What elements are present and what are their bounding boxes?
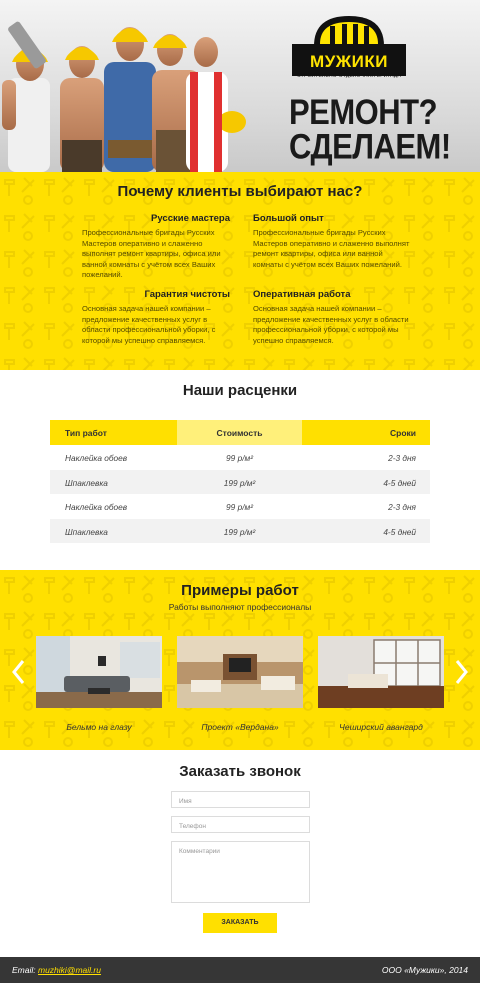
work-photo: [177, 636, 303, 708]
work-photo: [36, 636, 162, 708]
comment-field[interactable]: Комментарии: [171, 841, 310, 903]
prices-title: Наши расценки: [182, 382, 298, 399]
works-title: Примеры работ: [181, 582, 299, 599]
feature-text: Основная задача нашей компании – предложение качественных услуг в области профессиональной уборки, с которой мы успешно справляемся.: [82, 304, 216, 345]
why-us-title: Почему клиенты выбирают нас?: [117, 183, 363, 200]
feature-fast-work: [253, 289, 413, 346]
header-cost: Стоимость: [216, 428, 263, 438]
work-photo: [318, 636, 444, 708]
hero-banner: [0, 0, 480, 172]
footer-copyright: ООО «Мужики», 2014: [381, 965, 468, 975]
chevron-left-icon[interactable]: [10, 658, 26, 686]
work-card-2[interactable]: [177, 636, 303, 732]
email-label: Email:: [12, 965, 36, 975]
chevron-right-icon[interactable]: [454, 658, 470, 686]
table-row: Наклейка обоев 99 р/м² 2-3 дня: [65, 453, 416, 463]
header-duration: Сроки: [389, 428, 416, 438]
hero-slogan: [289, 91, 479, 167]
feature-text: Основная задача нашей компании – предложение качественных услуг в области профессиональной уборки, с которой мы успешно справляемся.: [253, 304, 409, 345]
feature-text: Профессиональные бригады Русских Мастеров оперативно и слаженно выполнят ремонт квартиры, офиса или ванной комнаты с учётом всех Ваших пожеланий.: [253, 228, 410, 269]
workers-photo: [0, 0, 250, 172]
table-row: Наклейка обоев 99 р/м² 2-3 дня: [65, 502, 416, 512]
work-caption: Чеширский авангард: [339, 722, 423, 732]
feature-title: Гарантия чистоты: [144, 289, 230, 300]
header-work-type: Тип работ: [65, 428, 107, 438]
work-caption: Проект «Вердана»: [201, 722, 279, 732]
slogan-line-1: РЕМОНТ?: [289, 91, 438, 132]
table-row: Шпаклевка 199 р/м² 4-5 дней: [50, 519, 430, 544]
callback-title: Заказать звонок: [179, 763, 301, 780]
slogan-line-2: СДЕЛАЕМ!: [289, 126, 451, 167]
brand-tagline: СТРОИТЕЛЬНО-ОТДЕЛОЧНАЯ БРИГАДА: [297, 73, 401, 79]
feature-experience: [253, 213, 413, 270]
work-caption: Бельмо на глазу: [66, 722, 132, 732]
prices-table: [50, 420, 430, 543]
table-row: Шпаклевка 199 р/м² 4-5 дней: [50, 470, 430, 495]
phone-field[interactable]: Телефон: [171, 816, 310, 833]
feature-russian-masters: [70, 213, 230, 281]
order-button[interactable]: ЗАКАЗАТЬ: [203, 913, 277, 933]
feature-cleanliness: [70, 289, 230, 346]
email-link[interactable]: muzhiki@mail.ru: [38, 965, 101, 975]
works-subtitle: Работы выполняют профессионалы: [168, 602, 312, 612]
brand-name: МУЖИКИ: [310, 52, 388, 71]
work-card-1[interactable]: [36, 636, 162, 732]
name-field[interactable]: Имя: [171, 791, 310, 808]
feature-title: Оперативная работа: [253, 289, 351, 300]
work-card-3[interactable]: [318, 636, 444, 732]
footer: [0, 957, 480, 983]
feature-title: Русские мастера: [151, 213, 230, 224]
prices-table-header: [50, 420, 430, 445]
feature-title: Большой опыт: [253, 213, 324, 224]
footer-email: [12, 965, 101, 975]
feature-text: Профессиональные бригады Русских Мастеров оперативно и слаженно выполнят ремонт квартиры, офиса или ванной комнаты с учётом всех Ваших пожеланий.: [82, 228, 221, 279]
